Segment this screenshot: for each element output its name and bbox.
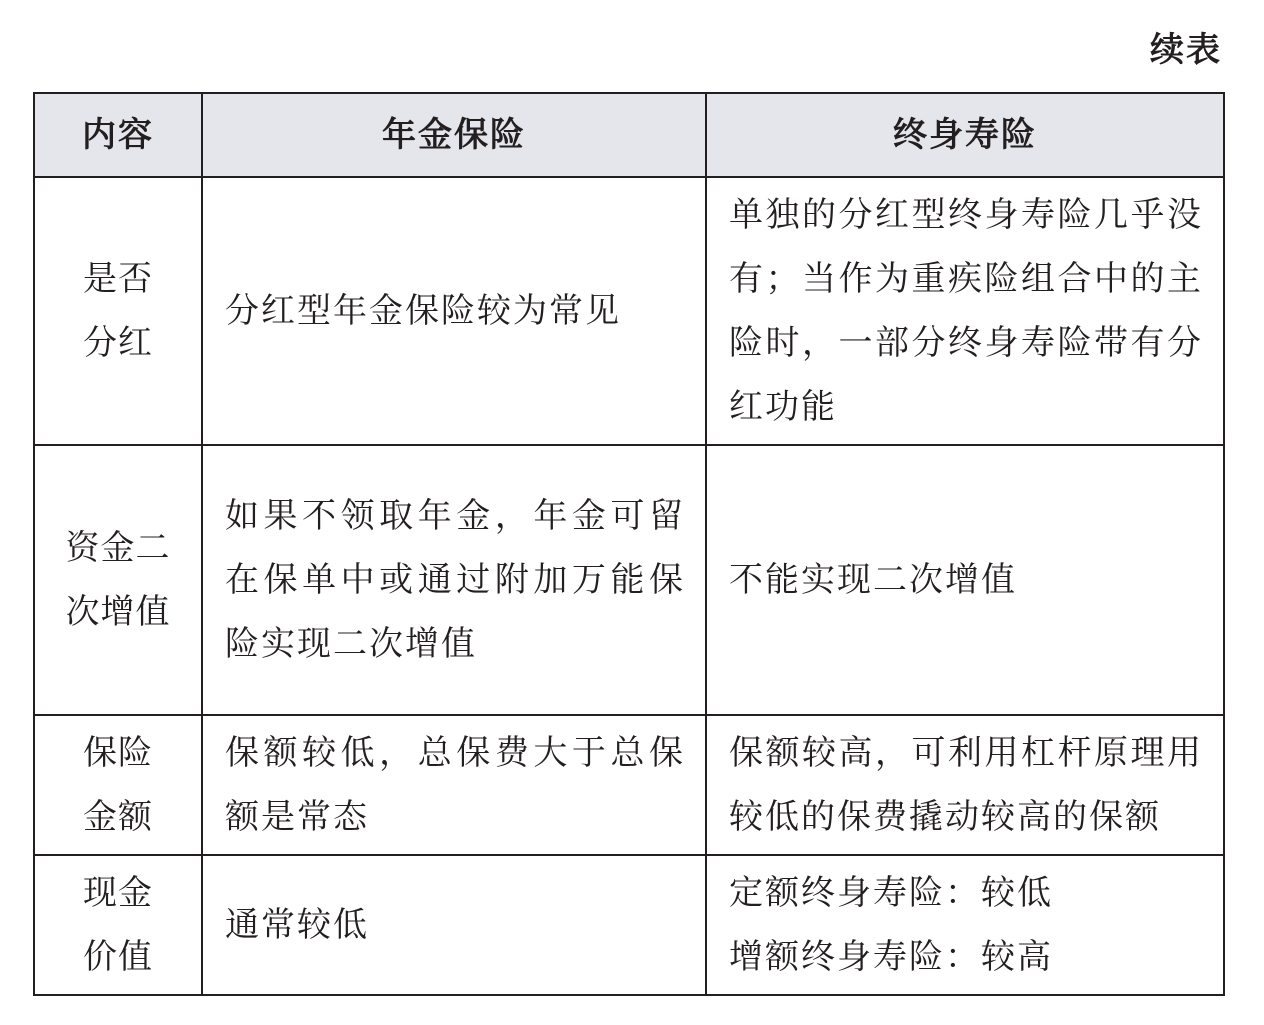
- row-topic: [34, 177, 202, 445]
- topic-line: 价值: [83, 937, 153, 977]
- header-row: [34, 93, 1224, 177]
- table-row: [34, 855, 1224, 995]
- whole-life-cell: 不能实现二次增值: [706, 445, 1224, 715]
- header-content: 内容: [34, 93, 202, 177]
- row-topic: [34, 855, 202, 995]
- topic-line: 次增值: [65, 592, 171, 632]
- topic-line: 分红: [83, 323, 153, 363]
- whole-life-cell: 单独的分红型终身寿险几乎没有；当作为重疾险组合中的主险时，一部分终身寿险带有分红功能: [706, 177, 1224, 445]
- whole-life-cell: 保额较高，可利用杠杆原理用较低的保费撬动较高的保额: [706, 715, 1224, 855]
- header-annuity-insurance: 年金保险: [202, 93, 706, 177]
- comparison-table: [33, 92, 1225, 996]
- whole-life-line: 增额终身寿险：较高: [729, 937, 1053, 977]
- topic-line: 保险: [83, 733, 153, 773]
- annuity-cell: 分红型年金保险较为常见: [202, 177, 706, 445]
- table-row: [34, 445, 1224, 715]
- annuity-cell: 保额较低，总保费大于总保额是常态: [202, 715, 706, 855]
- whole-life-cell: [706, 855, 1224, 995]
- continued-table-label: 续表: [1150, 30, 1222, 70]
- table-row: [34, 177, 1224, 445]
- topic-line: 金额: [83, 797, 153, 837]
- table-header: [34, 93, 1224, 177]
- topic-line: 是否: [83, 259, 153, 299]
- annuity-cell: 如果不领取年金，年金可留在保单中或通过附加万能保险实现二次增值: [202, 445, 706, 715]
- header-whole-life-insurance: 终身寿险: [706, 93, 1224, 177]
- topic-line: 现金: [83, 873, 153, 913]
- whole-life-line: 定额终身寿险：较低: [729, 873, 1053, 913]
- annuity-cell: 通常较低: [202, 855, 706, 995]
- row-topic: [34, 445, 202, 715]
- topic-line: 资金二: [65, 528, 171, 568]
- row-topic: [34, 715, 202, 855]
- table-row: [34, 715, 1224, 855]
